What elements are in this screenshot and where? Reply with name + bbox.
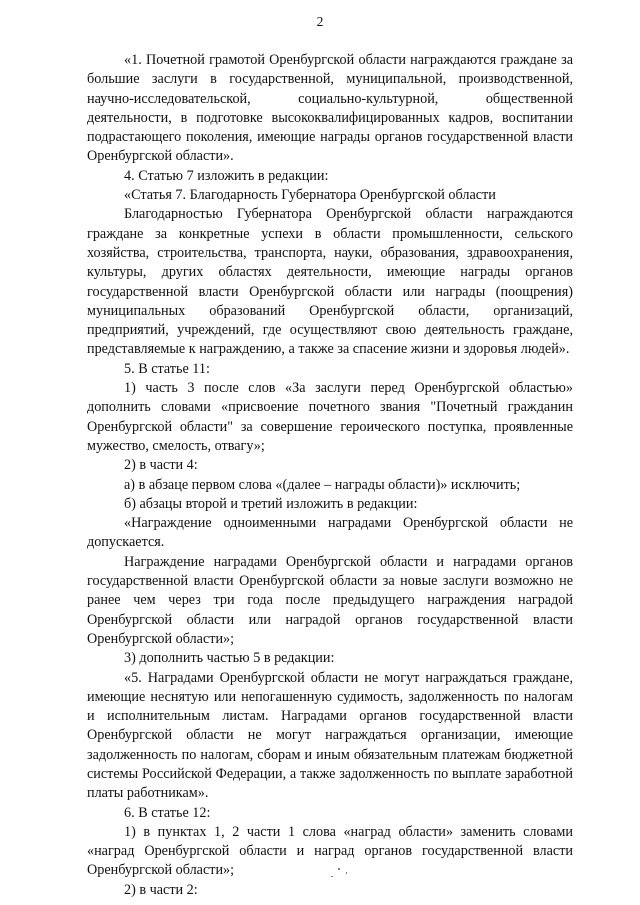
paragraph-article-11-part-4: 2) в части 4: bbox=[124, 457, 198, 474]
scan-speck bbox=[346, 872, 347, 874]
paragraph-part-4-b: б) абзацы второй и третий изложить в редакции: bbox=[124, 495, 418, 512]
paragraph-same-award-prohibited: «Награждение одноименными наградами Оренбургской области не допускается. bbox=[87, 515, 573, 551]
paragraph-article-11: 5. В статье 11: bbox=[124, 360, 210, 377]
page-number: 2 bbox=[316, 14, 324, 29]
document-body bbox=[87, 51, 573, 900]
paragraph-article-12-part-1: 1) в пунктах 1, 2 части 1 слова «наград области» заменить словами «наград Оренбургской области и наград органов государственной власти Оренбургской области»; bbox=[87, 823, 573, 879]
paragraph-article-7-heading: «Статья 7. Благодарность Губернатора Оренбургской области bbox=[124, 187, 496, 204]
paragraph-part-5-restrictions: «5. Наградами Оренбургской области не могут награждаться граждане, имеющие неснятую или непогашенную судимость, задолженность по налогам и исполнительным листам. Наградами органов государственной власти Оренбургской области не могут награждаться организации, имеющие задолженность по налогам, сборам и иным обязательным платежам бюджетной системы Российской Федерации, а также задолженность по выплате заработной платы работникам». bbox=[87, 669, 573, 802]
scan-speck bbox=[338, 868, 340, 870]
paragraph-governor-gratitude: Благодарностью Губернатора Оренбургской области награждаются граждане за конкретные успехи в области промышленности, сельского хозяйства, строительства, транспорта, науки, образования, здравоохранения, культуры, других областях деятельности, имеющие награды органов государственной власти Оренбургской области или награды (поощрения) муниципальных образований Оренбургской области, организаций, предприятий, учреждений, где осуществляют свою деятельность граждане, представляемые к награждению, а также за спасение жизни и здоровья людей». bbox=[87, 206, 573, 358]
scan-speck bbox=[331, 876, 333, 877]
paragraph-article-7-amendment: 4. Статью 7 изложить в редакции: bbox=[124, 167, 329, 184]
paragraph-article-11-part-3: 1) часть 3 после слов «За заслуги перед Оренбургской областью» дополнить словами «присвоение почетного звания "Почетный гражданин Оренбургской области" за совершение героического поступка, проявленные мужество, смелость, отвагу»; bbox=[87, 380, 573, 454]
paragraph-award-certificate: «1. Почетной грамотой Оренбургской области награждаются граждане за большие заслуги в государственной, муниципальной, производственной, научно-исследовательской, социально-культурной, общественной деятельности, в подготовке высококвалифицированных кадров, воспитании подрастающего поколения, имеющие награды органов государственной власти Оренбургской области». bbox=[87, 52, 573, 165]
paragraph-add-part-5: 3) дополнить частью 5 в редакции: bbox=[124, 650, 335, 667]
paragraph-article-12: 6. В статье 12: bbox=[124, 804, 211, 821]
paragraph-article-12-part-2: 2) в части 2: bbox=[124, 881, 198, 898]
paragraph-new-merits-interval: Награждение наградами Оренбургской области и наградами органов государственной власти Оренбургской области за новые заслуги возможно не ранее чем через три года после предыдущего награждения наградой Оренбургской области или наградой органов государственной власти Оренбургской области»; bbox=[87, 553, 573, 647]
paragraph-part-4-a: а) в абзаце первом слова «(далее – награды области)» исключить; bbox=[124, 476, 521, 493]
